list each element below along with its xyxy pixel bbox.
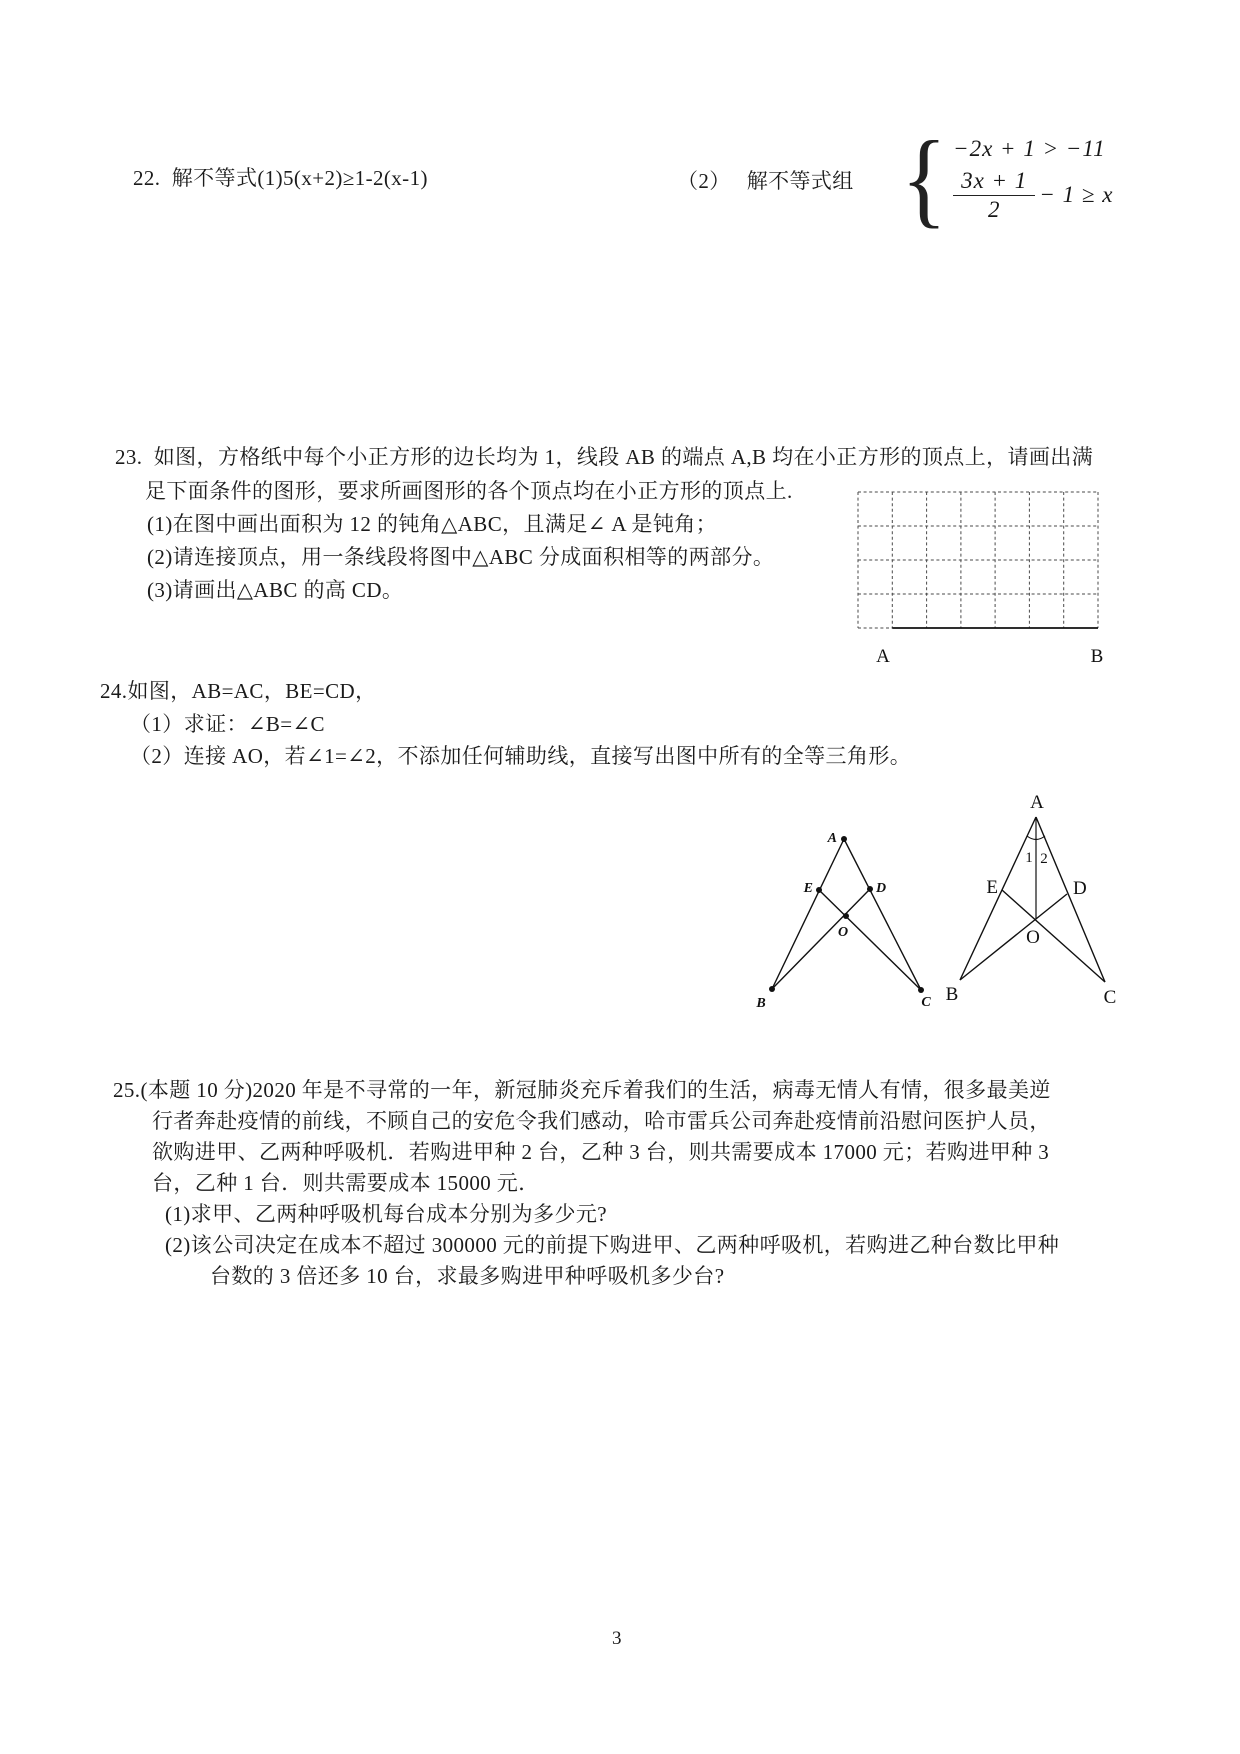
grid-label-A: A [876, 646, 890, 667]
q25-item1: (1)求甲、乙两种呼吸机每台成本分别为多少元? [165, 1202, 608, 1226]
q22-inequality-system [901, 117, 1114, 238]
q23-line2: 足下面条件的图形，要求所画图形的各个顶点均在小正方形的顶点上. [145, 479, 793, 503]
fraction [953, 168, 1035, 223]
q22-part2-title: 解不等式组 [746, 169, 854, 193]
system-rows [953, 134, 1113, 223]
fig2-label-O: O [1026, 927, 1040, 948]
fig1-label-A: A [827, 831, 837, 846]
q25-item2-line1: (2)该公司决定在成本不超过 300000 元的前提下购进甲、乙两种呼吸机，若购进乙种台数比甲种 [165, 1233, 1060, 1257]
fig2-label-A: A [1030, 792, 1044, 813]
q25-line2: 行者奔赴疫情的前线，不顾自己的安危令我们感动，哈市雷兵公司奔赴疫情前沿慰问医护人员， [152, 1109, 1051, 1133]
q22-part2-label: （2） [677, 169, 731, 193]
fig2-label-D: D [1073, 878, 1087, 899]
fig2-label-B: B [945, 984, 959, 1005]
system-inequality-2 [953, 168, 1113, 223]
q23-item1: (1)在图中画出面积为 12 的钝角△ABC，且满足∠ A 是钝角； [147, 512, 718, 536]
fraction-denominator: 2 [953, 195, 1035, 223]
fig2-angle2-label: 2 [1040, 851, 1048, 867]
q23-line1: 23. 如图，方格纸中每个小正方形的边长均为 1，线段 AB 的端点 A,B 均在小正方形的顶点上，请画出满 [115, 445, 1094, 469]
fig2-angle1-label: 1 [1025, 850, 1033, 866]
grid-label-B: B [1090, 646, 1104, 667]
system-brace: { [901, 117, 948, 238]
fig2-label-E: E [986, 877, 998, 898]
q25-line3: 欲购进甲、乙两种呼吸机．若购进甲种 2 台，乙种 3 台，则共需要成本 17000 元；若购进甲种 3 [152, 1140, 1050, 1164]
fig1-label-E: E [803, 881, 813, 896]
fraction-numerator: 3x + 1 [961, 167, 1028, 193]
triangle-figures [740, 790, 1140, 1020]
q24-item2: （2）连接 AO，若∠1=∠2，不添加任何辅助线，直接写出图中所有的全等三角形。 [130, 744, 912, 768]
q22-part2 [677, 168, 854, 195]
q23-item2: (2)请连接顶点，用一条线段将图中△ABC 分成面积相等的两部分。 [147, 545, 775, 569]
grid-figure [852, 488, 1108, 672]
fig1-label-D: D [876, 881, 887, 896]
q25-item2-line2: 台数的 3 倍还多 10 台，求最多购进甲种呼吸机多少台? [210, 1264, 725, 1288]
figure2-lines [960, 817, 1105, 982]
q25-line4: 台，乙种 1 台．则共需要成本 15000 元． [152, 1171, 540, 1195]
grid-dashed-lines [858, 492, 1098, 628]
fig1-label-C: C [921, 995, 931, 1010]
q23-item3: (3)请画出△ABC 的高 CD。 [147, 578, 404, 602]
system-inequality-1: −2x + 1 > −11 [953, 135, 1106, 161]
system-inequality-2-tail: − 1 ≥ x [1039, 182, 1114, 207]
figure1-labels [755, 831, 931, 1011]
page-number: 3 [612, 1628, 622, 1649]
q22-line1: 22. 解不等式(1)5(x+2)≥1-2(x-1) [133, 166, 428, 190]
q24-item1: （1）求证：∠B=∠C [130, 712, 325, 736]
fig2-label-C: C [1103, 987, 1117, 1008]
fig1-label-B: B [756, 996, 766, 1011]
figure2-labels [946, 792, 1117, 1008]
fig1-label-O: O [837, 925, 849, 940]
q25-line1: 25.(本题 10 分)2020 年是不寻常的一年，新冠肺炎充斥着我们的生活，病毒无情人有情，很多最美逆 [113, 1078, 1051, 1102]
q24-intro: 24.如图，AB=AC，BE=CD， [100, 679, 377, 703]
